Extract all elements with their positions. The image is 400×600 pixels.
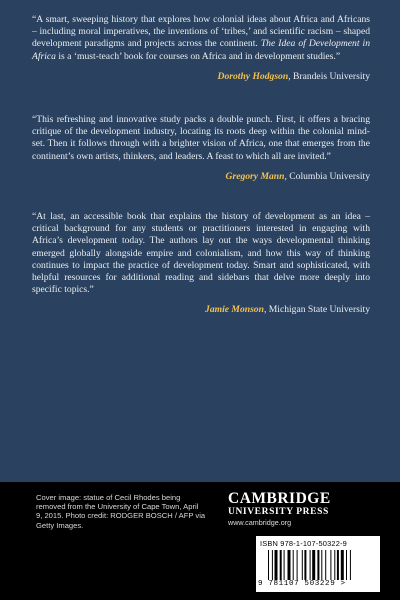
footer-band [0, 482, 400, 600]
book-title: The Idea of Development in Africa [32, 38, 370, 62]
review-mann [32, 114, 370, 183]
review-monson [32, 211, 370, 317]
review-text-part: “A smart, sweeping history that explores how colonial ideas about Africa and Africans – including moral imperatives, the inventions of ‘tribes,’ and scientific racism – shaped development paradigms and projects across the continent. [32, 14, 370, 50]
reviewer-name: Gregory Mann [225, 170, 285, 182]
barcode-icon [268, 550, 376, 580]
review-text: “This refreshing and innovative study packs a double punch. First, it offers a bracing critique of the development industry, locating its roots deep within the colonial mind-set. Then it follows through with a brighter vision of Africa, one that emerges from the continent’s own artists, thinkers, and leaders. A feast to which all are invited.” [32, 114, 370, 162]
publisher-website: www.cambridge.org [228, 518, 292, 527]
review-attribution [32, 304, 370, 316]
review-attribution [32, 171, 370, 183]
barcode-number: 9 781107 503229 [258, 580, 336, 588]
barcode-digits [258, 580, 378, 588]
barcode-marker: > [340, 580, 346, 588]
publisher-name: CAMBRIDGE [228, 490, 331, 507]
reviewer-affiliation: , Columbia University [284, 170, 370, 182]
isbn-label: ISBN 978-1-107-50322-9 [260, 539, 347, 548]
review-text: “At last, an accessible book that explains the history of development as an idea – critical background for any students or practitioners interested in engaging with Africa’s development today. The authors lay out the ways developmental thinking emerged globally alongside empire and colonialism, and how this way of thinking continues to impact the practice of development today. Smart and sophisticated, with helpful resources for additional reading and sidebars that delve more deeply into specific topics.” [32, 211, 370, 296]
reviewer-name: Dorothy Hodgson [217, 70, 289, 82]
review-attribution [32, 71, 370, 83]
publisher-subname: UNIVERSITY PRESS [228, 507, 329, 517]
review-text [32, 14, 370, 63]
reviewer-affiliation: , Brandeis University [288, 70, 370, 82]
isbn-barcode-box [256, 536, 380, 592]
review-text-part: is a ‘must-teach’ book for courses on Africa and in development studies.” [55, 50, 341, 62]
review-hodgson [32, 14, 370, 83]
reviewer-affiliation: , Michigan State University [263, 304, 370, 316]
cover-image-credit [36, 493, 206, 530]
credit-text: Cover image: statue of Cecil Rhodes being removed from the University of Cape Town, April 9, 2015. Photo credit: RODGER BOSCH / AFP via Getty Images. [36, 493, 206, 530]
publisher-logo [228, 490, 378, 528]
reviewer-name: Jamie Monson [205, 304, 264, 316]
